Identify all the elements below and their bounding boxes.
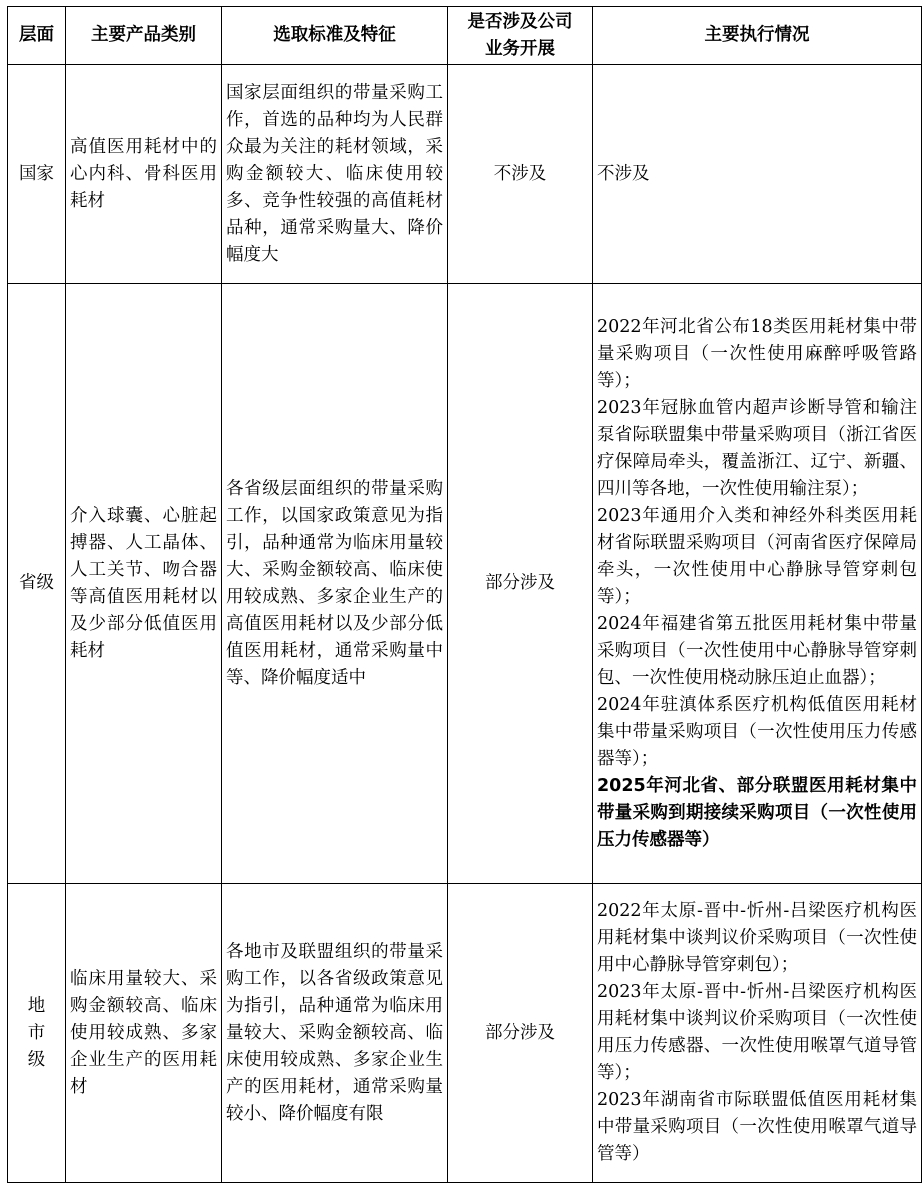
header-criteria: 选取标准及特征: [222, 7, 448, 65]
execution-item-highlighted: 2025年河北省、部分联盟医用耗材集中带量采购到期接续采购项目（一次性使用压力传感器等）: [597, 775, 917, 850]
execution-item: 2022年河北省公布18类医用耗材集中带量采购项目（一次性使用麻醉呼吸管路等）；: [597, 316, 917, 391]
cell-criteria: 各地市及联盟组织的带量采购工作，以各省级政策意见为指引，品种通常为临床用量较大、采购金额较高、临床使用较成熟、多家企业生产的医用耗材，通常采购量较小、降价幅度有限: [222, 884, 448, 1183]
execution-item: 不涉及: [597, 163, 650, 184]
cell-criteria: 国家层面组织的带量采购工作，首选的品种均为人民群众最为关注的耗材领域，采购金额较大、临床使用较多、竞争性较强的高值耗材品种，通常采购量大、降价幅度大: [222, 65, 448, 284]
header-execution: 主要执行情况: [593, 7, 922, 65]
cell-level: 省级: [8, 284, 66, 884]
header-row: [8, 7, 922, 65]
execution-item: 2023年湖南省市际联盟低值医用耗材集中带量采购项目（一次性使用喉罩气道导管等）: [597, 1090, 917, 1164]
cell-execution: [593, 284, 922, 884]
execution-item: 2024年福建省第五批医用耗材集中带量采购项目（一次性使用中心静脉导管穿刺包、一次性使用桡动脉压迫止血器）；: [597, 613, 917, 688]
cell-involved: 部分涉及: [448, 284, 593, 884]
table-row-municipal: [8, 884, 922, 1183]
header-involved: 是否涉及公司业务开展: [448, 7, 593, 65]
cell-criteria: 各省级层面组织的带量采购工作，以国家政策意见为指引，品种通常为临床用量较大、采购金额较高、临床使用较成熟、多家企业生产的高值医用耗材以及少部分低值医用耗材，通常采购量中等、降价幅度适中: [222, 284, 448, 884]
cell-execution: [593, 884, 922, 1183]
header-level: 层面: [8, 7, 66, 65]
execution-item: 2023年通用介入类和神经外科类医用耗材省际联盟采购项目（河南省医疗保障局牵头，一次性使用中心静脉导管穿刺包等）；: [597, 505, 917, 607]
cell-execution: [593, 65, 922, 284]
cell-level: 地市级: [8, 884, 66, 1183]
cell-level: 国家: [8, 65, 66, 284]
execution-item: 2024年驻滇体系医疗机构低值医用耗材集中带量采购项目（一次性使用压力传感器等）；: [597, 694, 917, 769]
cell-involved: 部分涉及: [448, 884, 593, 1183]
procurement-table: [7, 6, 922, 1183]
cell-category: 介入球囊、心脏起搏器、人工晶体、人工关节、吻合器等高值医用耗材以及少部分低值医用耗材: [66, 284, 222, 884]
header-category: 主要产品类别: [66, 7, 222, 65]
table-row-provincial: [8, 284, 922, 884]
execution-item: 2023年太原-晋中-忻州-吕梁医疗机构医用耗材集中谈判议价采购项目（一次性使用压力传感器、一次性使用喉罩气道导管等）；: [597, 982, 917, 1083]
execution-item: 2023年冠脉血管内超声诊断导管和输注泵省际联盟集中带量采购项目（浙江省医疗保障局牵头，覆盖浙江、辽宁、新疆、四川等各地，一次性使用输注泵）；: [597, 397, 917, 499]
cell-category: 高值医用耗材中的心内科、骨科医用耗材: [66, 65, 222, 284]
table-row-national: [8, 65, 922, 284]
execution-item: 2022年太原-晋中-忻州-吕梁医疗机构医用耗材集中谈判议价采购项目（一次性使用中心静脉导管穿刺包）；: [597, 901, 917, 975]
cell-involved: 不涉及: [448, 65, 593, 284]
cell-category: 临床用量较大、采购金额较高、临床使用较成熟、多家企业生产的医用耗材: [66, 884, 222, 1183]
